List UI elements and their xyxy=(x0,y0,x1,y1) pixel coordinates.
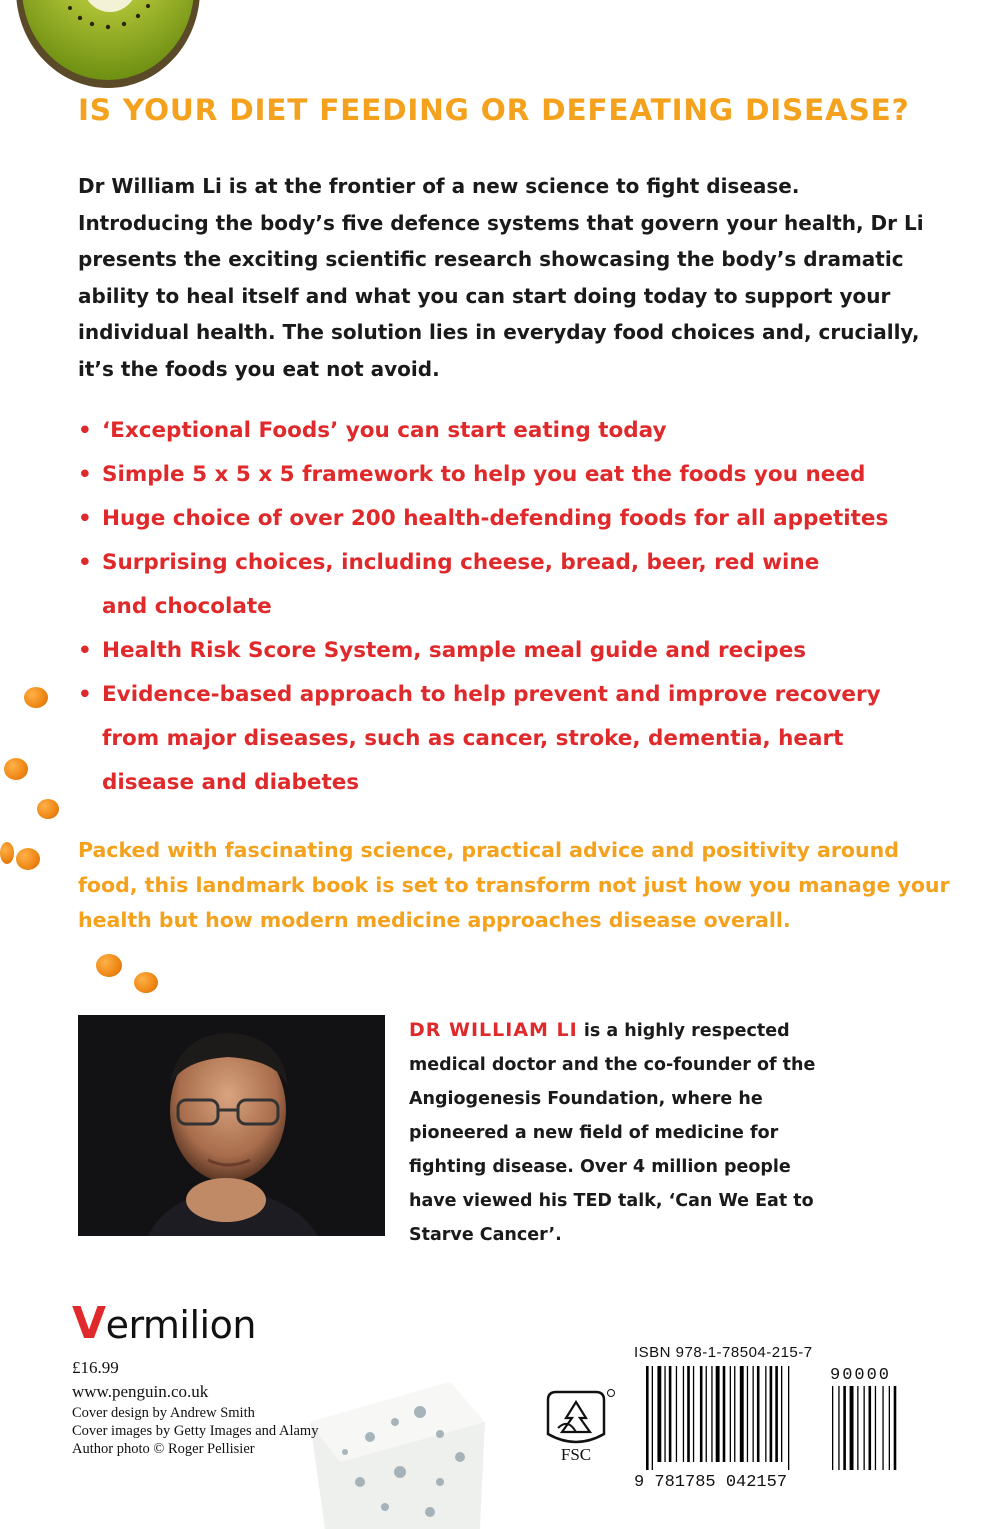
bullet-text: and chocolate xyxy=(102,594,272,619)
bio-line: medical doctor and the co-founder of the xyxy=(409,1055,816,1075)
barcode-bar xyxy=(781,1366,782,1462)
lentil-1 xyxy=(24,687,48,708)
barcode-bar xyxy=(716,1366,720,1462)
bullet-item xyxy=(78,409,968,453)
barcode-addon-bar xyxy=(832,1386,833,1470)
barcode-bar xyxy=(669,1366,672,1462)
author-portrait-icon xyxy=(78,1015,385,1236)
bullet-text: from major diseases, such as cancer, stroke, dementia, heart xyxy=(102,726,844,751)
barcode xyxy=(634,1366,924,1491)
bullet-item xyxy=(78,629,968,673)
barcode-bar xyxy=(753,1366,754,1462)
bullet-icon: • xyxy=(78,638,92,663)
barcode-bar xyxy=(706,1366,707,1462)
bullet-text: ‘Exceptional Foods’ you can start eating today xyxy=(102,418,667,443)
lentil-3 xyxy=(37,799,59,819)
headline: IS YOUR DIET FEEDING OR DEFEATING DISEASE? xyxy=(78,93,910,127)
author-bio xyxy=(409,1013,869,1252)
summary-line: food, this landmark book is set to transform not just how you manage your xyxy=(78,873,950,897)
credit-line: Cover design by Andrew Smith xyxy=(72,1405,255,1421)
barcode-bar xyxy=(730,1366,731,1462)
intro-line: ability to heal itself and what you can start doing today to support your xyxy=(78,283,891,308)
bio-line: have viewed his TED talk, ‘Can We Eat to xyxy=(409,1191,814,1211)
price: £16.99 xyxy=(72,1358,119,1377)
barcode-digits: 9 781785 042157 xyxy=(634,1473,788,1491)
barcode-bar xyxy=(747,1366,748,1462)
bullet-item xyxy=(78,541,968,629)
intro-line: it’s the foods you eat not avoid. xyxy=(78,356,440,381)
logo-initial: V xyxy=(72,1298,106,1349)
lentil-2 xyxy=(4,758,28,780)
bullet-item xyxy=(78,497,968,541)
credit-line: Author photo © Roger Pellisier xyxy=(72,1441,255,1457)
intro-line: Introducing the body’s five defence systems that govern your health, Dr Li xyxy=(78,210,924,235)
barcode-addon-bar xyxy=(875,1386,876,1470)
intro-line: Dr William Li is at the frontier of a new science to fight disease. xyxy=(78,174,800,198)
barcode-bar xyxy=(693,1366,694,1462)
author-photo xyxy=(78,1015,385,1236)
bullet-icon: • xyxy=(78,462,92,487)
summary-line: health but how modern medicine approaches disease overall. xyxy=(78,908,791,932)
intro-line: individual health. The solution lies in everyday food choices and, crucially, xyxy=(78,320,920,345)
bullet-text: Health Risk Score System, sample meal guide and recipes xyxy=(102,638,807,663)
barcode-addon-bar xyxy=(838,1386,839,1470)
bio-text: is a highly respected xyxy=(577,1021,790,1041)
barcode-addon-bar xyxy=(889,1386,890,1470)
bio-line xyxy=(409,1013,869,1048)
credits-block xyxy=(72,1356,372,1458)
barcode-bar xyxy=(646,1366,649,1470)
feature-bullet-list xyxy=(78,409,968,805)
barcode-addon-bar xyxy=(882,1386,883,1470)
barcode-bar xyxy=(723,1366,726,1462)
barcode-bar xyxy=(775,1366,778,1462)
credit-line: Cover images by Getty Images and Alamy xyxy=(72,1423,319,1439)
fsc-logo xyxy=(540,1388,618,1470)
barcode-bar xyxy=(788,1366,789,1470)
publisher-logo xyxy=(72,1298,256,1349)
bullet-item xyxy=(78,453,968,497)
barcode-bar xyxy=(657,1366,661,1462)
barcode-bar xyxy=(770,1366,773,1462)
barcode-addon-bar xyxy=(864,1386,865,1470)
fsc-label: FSC xyxy=(560,1445,592,1464)
barcode-addon-bar xyxy=(843,1386,846,1470)
isbn: ISBN 978-1-78504-215-7 xyxy=(634,1344,813,1361)
barcode-bar xyxy=(687,1366,690,1462)
bio-line: fighting disease. Over 4 million people xyxy=(409,1157,791,1177)
summary-paragraph xyxy=(78,833,958,938)
lentil-5 xyxy=(16,848,40,870)
lentil-4 xyxy=(0,842,14,864)
barcode-bar xyxy=(683,1366,684,1462)
barcode-bar xyxy=(765,1366,766,1462)
website-link[interactable]: www.penguin.co.uk xyxy=(72,1382,209,1401)
barcode-bar xyxy=(734,1366,735,1462)
bullet-icon: • xyxy=(78,550,92,575)
bullet-text: Surprising choices, including cheese, bread, beer, red wine xyxy=(102,550,820,575)
bio-line: Starve Cancer’. xyxy=(409,1225,562,1245)
barcode-bar xyxy=(711,1366,712,1462)
barcode-bar xyxy=(700,1366,703,1462)
summary-line: Packed with fascinating science, practical advice and positivity around xyxy=(78,838,899,862)
lentil-6 xyxy=(96,954,122,977)
barcode-bar xyxy=(740,1366,744,1462)
barcode-bar xyxy=(652,1366,653,1470)
intro-line: presents the exciting scientific research showcasing the body’s dramatic xyxy=(78,247,904,272)
barcode-addon-bar xyxy=(857,1386,858,1470)
barcode-addon-digits: 90000 xyxy=(830,1366,892,1385)
barcode-addon-bar xyxy=(850,1386,854,1470)
barcode-bar xyxy=(757,1366,760,1462)
bullet-text: disease and diabetes xyxy=(102,770,360,795)
barcode-bar xyxy=(664,1366,665,1462)
bio-line: pioneered a new field of medicine for xyxy=(409,1123,779,1143)
bullet-icon: • xyxy=(78,682,92,707)
author-name: DR WILLIAM LI xyxy=(409,1019,578,1041)
bio-line: Angiogenesis Foundation, where he xyxy=(409,1089,763,1109)
bullet-text: Huge choice of over 200 health-defending foods for all appetites xyxy=(102,506,889,531)
bullet-text: Evidence-based approach to help prevent and improve recovery xyxy=(102,682,881,707)
bullet-icon: • xyxy=(78,418,92,443)
bullet-icon: • xyxy=(78,506,92,531)
bullet-item xyxy=(78,673,968,805)
intro-paragraph xyxy=(78,168,958,388)
barcode-bar xyxy=(676,1366,677,1462)
lentil-7 xyxy=(134,972,158,993)
barcode-addon-bar xyxy=(894,1386,897,1470)
logo-wordmark: ermilion xyxy=(105,1303,256,1347)
barcode-addon-bar xyxy=(869,1386,872,1470)
bullet-text: Simple 5 x 5 x 5 framework to help you eat the foods you need xyxy=(102,462,866,487)
